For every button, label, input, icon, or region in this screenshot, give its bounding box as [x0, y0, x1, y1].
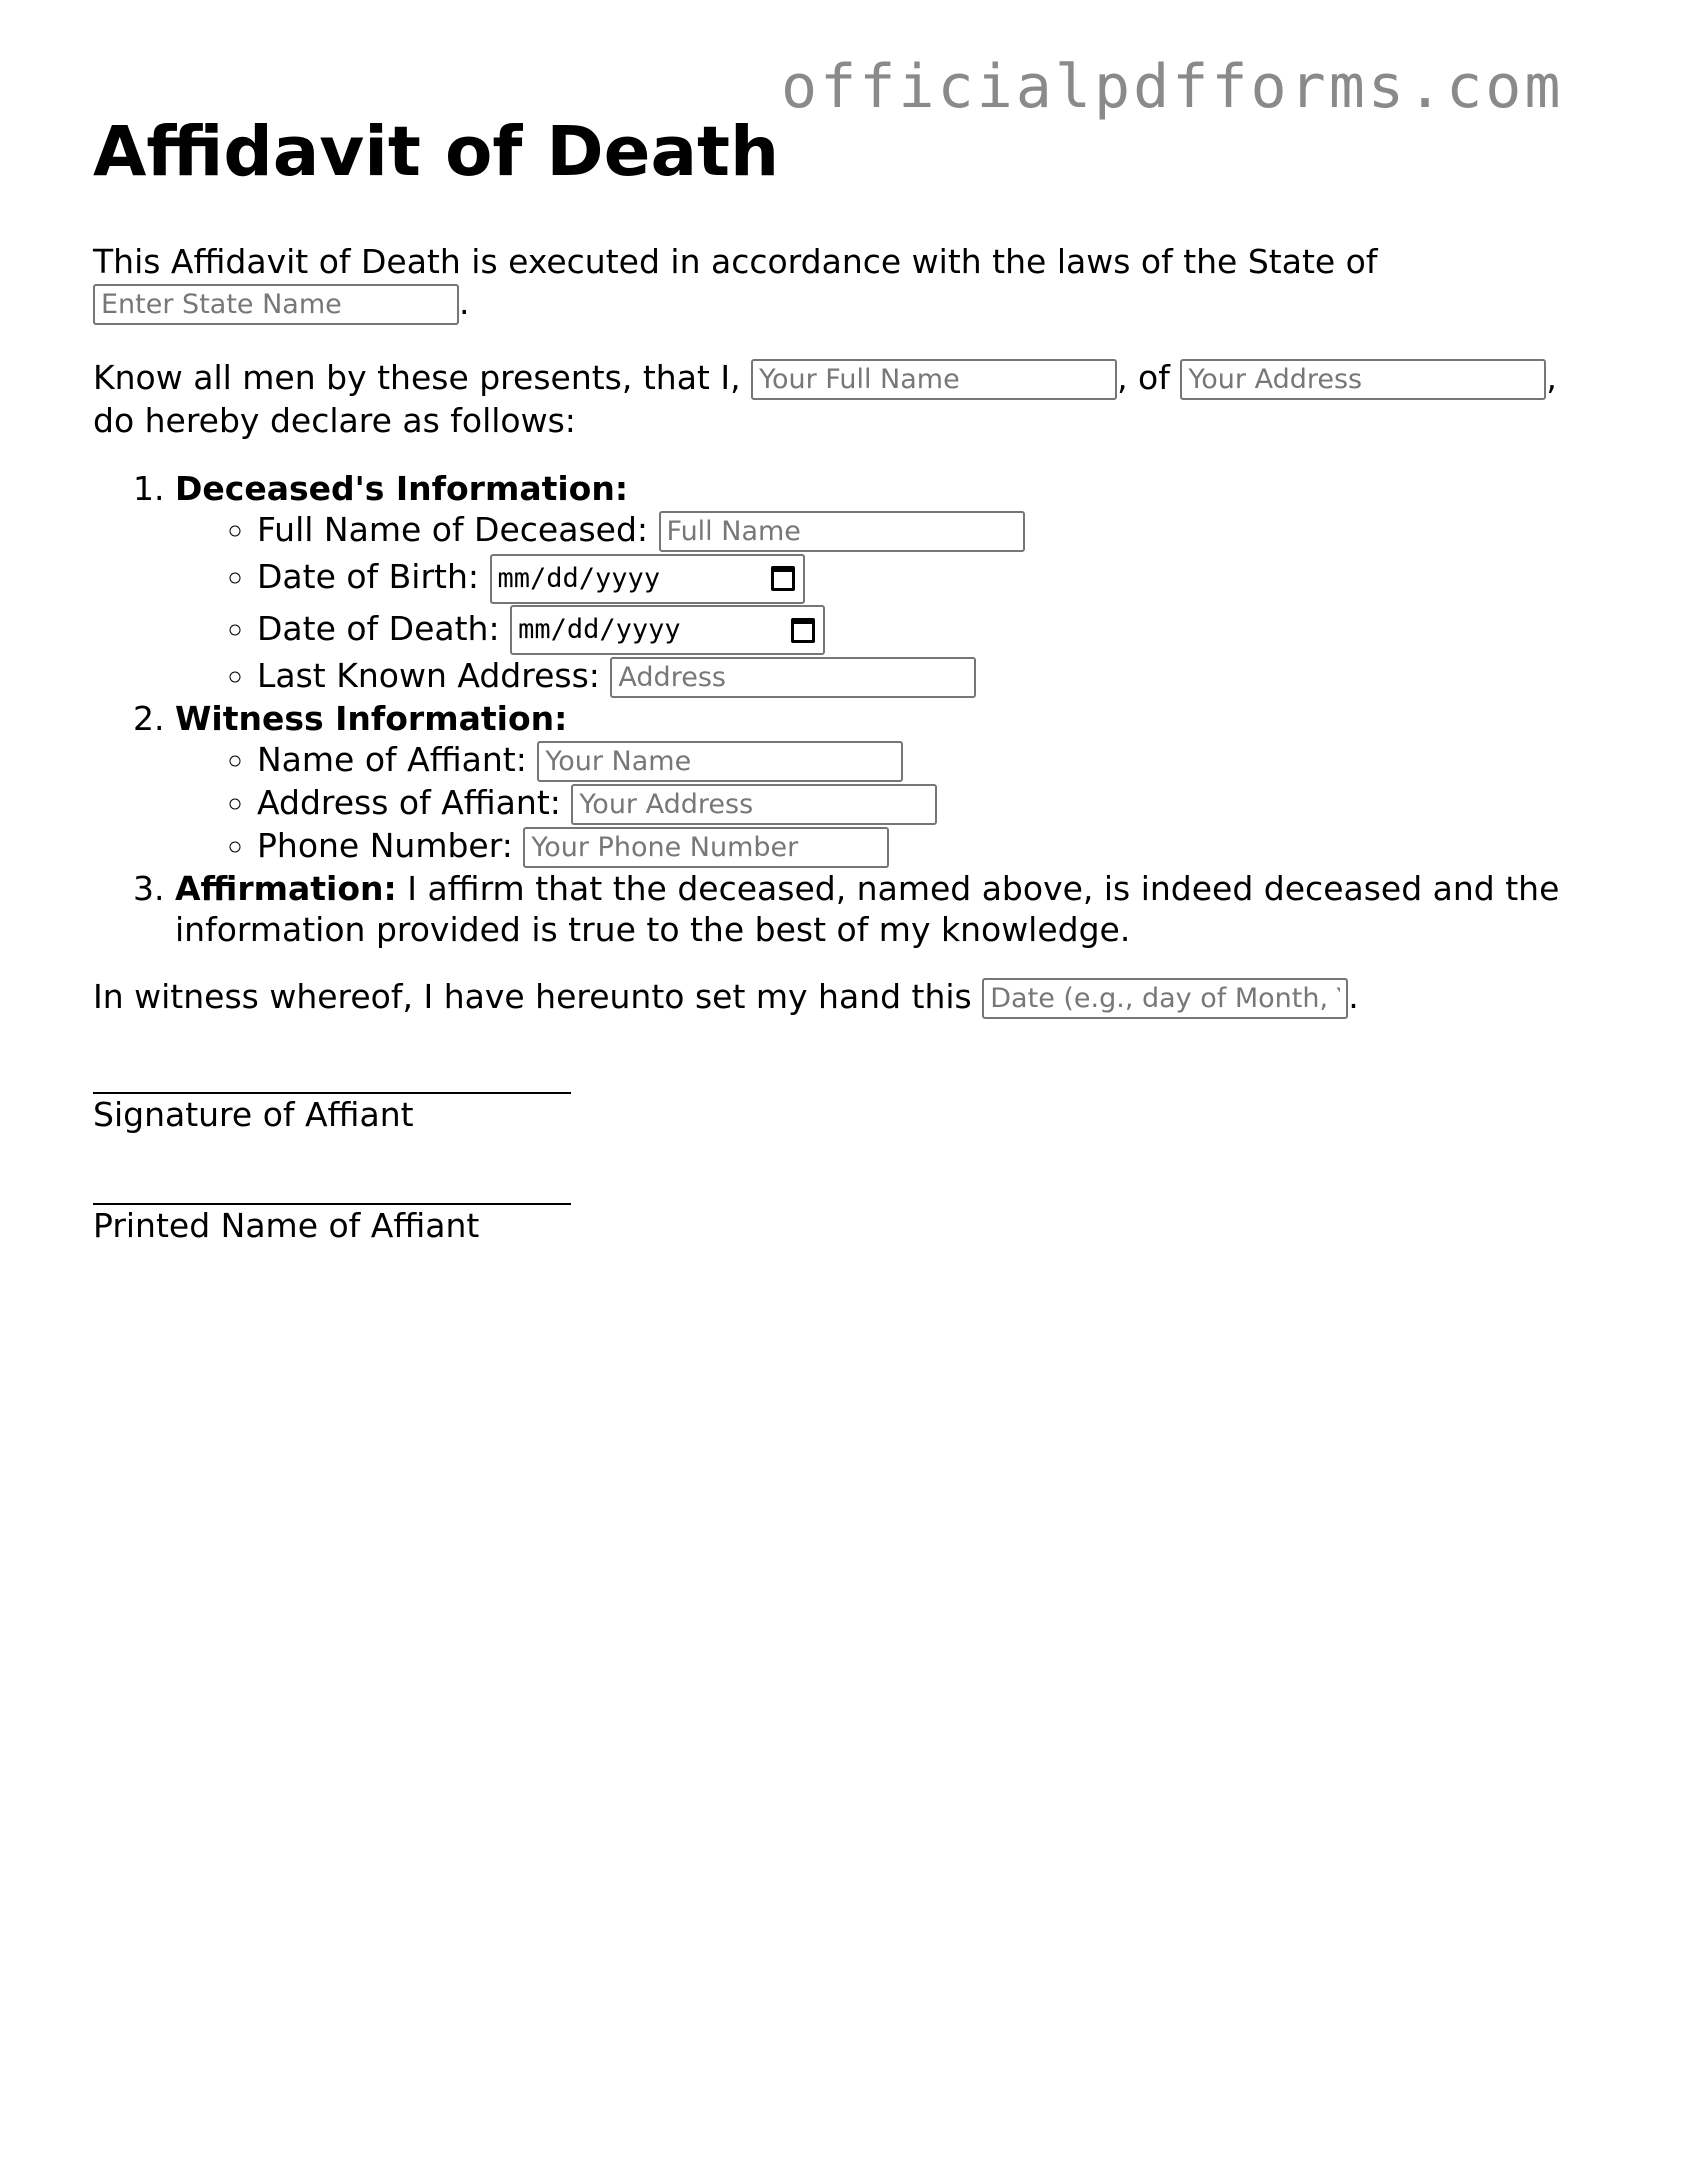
- date-of-birth-value: mm/dd/yyyy: [497, 562, 661, 594]
- last-known-address-row: [257, 655, 1645, 698]
- intro-period: .: [459, 283, 470, 322]
- execution-date-input[interactable]: [982, 978, 1348, 1019]
- deceased-full-name-label: Full Name of Deceased:: [257, 510, 649, 549]
- witness-whereof-period: .: [1348, 977, 1359, 1016]
- deceased-full-name-input[interactable]: [659, 511, 1025, 552]
- page-title: Affidavit of Death: [93, 112, 780, 192]
- calendar-icon[interactable]: [791, 618, 815, 643]
- affidavit-sections: [93, 468, 1645, 950]
- deceased-full-name-row: [257, 509, 1645, 552]
- date-of-birth-label: Date of Birth:: [257, 557, 480, 596]
- declaration-comma: ,: [1546, 358, 1557, 397]
- phone-number-input[interactable]: [523, 827, 889, 868]
- site-watermark: officialpdfforms.com: [781, 52, 1564, 122]
- date-of-death-input[interactable]: [510, 605, 825, 655]
- affiant-address-label: Address of Affiant:: [257, 783, 561, 822]
- date-of-birth-row: [257, 552, 1645, 604]
- date-of-death-label: Date of Death:: [257, 608, 500, 648]
- affiant-address-input[interactable]: [1180, 359, 1546, 400]
- affirmation-text: I affirm that the deceased, named above, is indeed deceased and the information provided is true to the best of my knowledge.: [175, 869, 1560, 949]
- section-affirmation: [175, 868, 1645, 950]
- date-of-birth-input[interactable]: [490, 554, 805, 604]
- declaration-of: , of: [1117, 358, 1170, 397]
- deceased-fields: [175, 509, 1645, 698]
- witness-heading: Witness Information:: [175, 699, 568, 738]
- declaration-paragraph: [93, 357, 1613, 441]
- affiant-name-input[interactable]: [537, 741, 903, 782]
- affiant-full-name-input[interactable]: [751, 359, 1117, 400]
- witness-whereof-paragraph: [93, 976, 1613, 1019]
- date-of-death-value: mm/dd/yyyy: [518, 614, 681, 645]
- affirmation-heading: Affirmation:: [175, 869, 397, 908]
- phone-number-row: [257, 825, 1645, 868]
- last-known-address-input[interactable]: [610, 657, 976, 698]
- date-of-death-row: [257, 604, 1645, 656]
- affiant-name-label: Name of Affiant:: [257, 740, 527, 779]
- intro-text: This Affidavit of Death is executed in accordance with the laws of the State of: [93, 242, 1378, 281]
- witness-whereof-text: In witness whereof, I have hereunto set my hand this: [93, 977, 972, 1016]
- intro-paragraph: [93, 241, 1593, 325]
- calendar-icon[interactable]: [771, 566, 795, 591]
- declaration-prefix: Know all men by these presents, that I,: [93, 358, 741, 397]
- deceased-heading: Deceased's Information:: [175, 469, 629, 508]
- affiant-name-row: [257, 739, 1645, 782]
- section-witness: [175, 698, 1645, 868]
- phone-number-label: Phone Number:: [257, 826, 513, 865]
- affiant-address-row: [257, 782, 1645, 825]
- state-name-input[interactable]: [93, 284, 459, 325]
- printed-name-label: Printed Name of Affiant: [93, 1206, 480, 1245]
- declaration-line2: do hereby declare as follows:: [93, 401, 576, 440]
- signature-label: Signature of Affiant: [93, 1095, 414, 1134]
- witness-affiant-address-input[interactable]: [571, 784, 937, 825]
- witness-fields: [175, 739, 1645, 868]
- section-deceased: [175, 468, 1645, 698]
- last-known-address-label: Last Known Address:: [257, 656, 600, 695]
